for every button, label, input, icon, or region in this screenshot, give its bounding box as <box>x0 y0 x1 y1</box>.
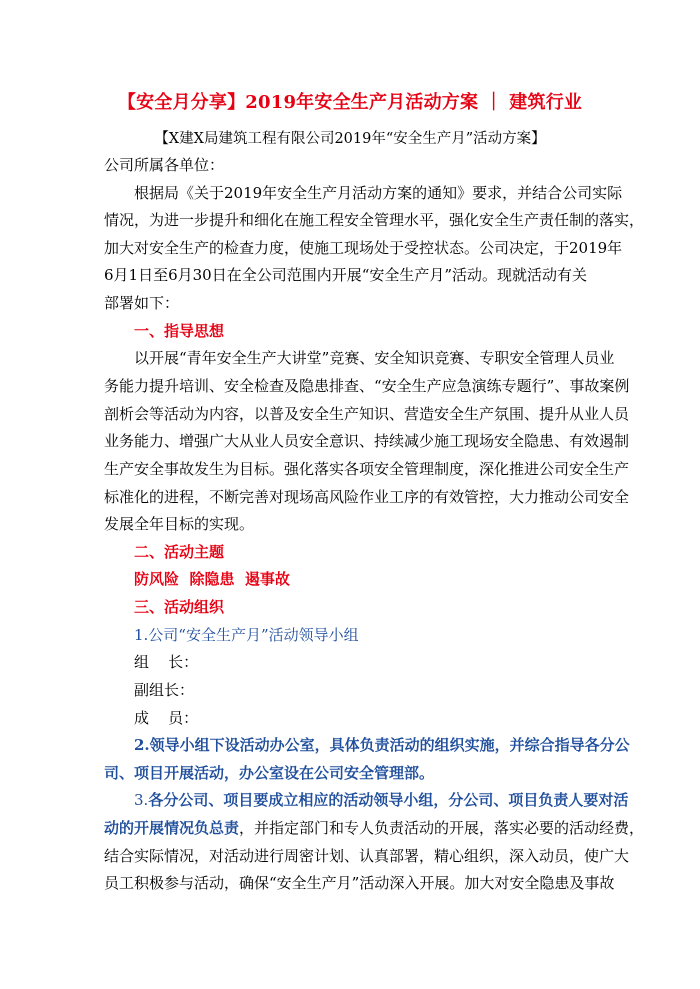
section2-theme: 防风险 除隐患 遏事故 <box>134 570 290 588</box>
item3-line-1 <box>134 790 628 810</box>
leader-label: 组 长： <box>134 653 199 671</box>
section1-heading: 一、指导思想 <box>134 322 225 340</box>
section1-line-7: 发展全年目标的实现。 <box>104 515 255 533</box>
section3-heading: 三、活动组织 <box>134 598 225 616</box>
intro-line-1: 根据局《关于2019年安全生产月活动方案的通知》要求，并结合公司实际 <box>134 184 623 202</box>
item3-number: 3. <box>134 791 149 809</box>
section1-line-1: 以开展“青年安全生产大讲堂”竞赛、安全知识竞赛、专职安全管理人员业 <box>134 349 615 367</box>
member-label: 成 员： <box>134 709 199 727</box>
intro-line-3: 加大对安全生产的检查力度，使施工现场处于受控状态。公司决定，于2019年 <box>104 239 623 257</box>
intro-line-5: 部署如下： <box>104 294 180 312</box>
section1-line-4: 业务能力、增强广大从业人员安全意识、持续减少施工现场安全隐患、有效遏制 <box>104 432 630 450</box>
section2-heading: 二、活动主题 <box>134 543 225 561</box>
item1-heading: 1.公司“安全生产月”活动领导小组 <box>134 626 359 644</box>
item3-line-2 <box>104 818 644 838</box>
item3-bold-text-1: 各分公司、项目要成立相应的活动领导小组，分公司、项目负责人要对活 <box>148 791 629 809</box>
intro-line-4: 6月1日至6月30日在全公司范围内开展“安全生产月”活动。现就活动有关 <box>104 266 588 284</box>
section1-line-3: 剖析会等活动为内容，以普及安全生产知识、营造安全生产氛围、提升从业人员 <box>104 405 630 423</box>
intro-line-2: 情况，为进一步提升和细化在施工程安全管理水平，强化安全生产责任制的落实， <box>104 211 645 229</box>
salutation: 公司所属各单位： <box>104 156 225 174</box>
item3-line-4: 员工积极参与活动，确保“安全生产月”活动深入开展。加大对安全隐患及事故 <box>104 874 615 892</box>
document-title: 【安全月分享】2019年安全生产月活动方案 ｜ 建筑行业 <box>117 92 583 113</box>
section1-line-2: 务能力提升培训、安全检查及隐患排查、“安全生产应急演练专题行”、事故案例 <box>104 377 630 395</box>
section1-line-6: 标准化的进程，不断完善对现场高风险作业工序的有效管控，大力推动公司安全 <box>104 488 630 506</box>
item3-bold-text-2: 动的开展情况负总责 <box>104 819 240 837</box>
document-subtitle: 【X建X局建筑工程有限公司2019年“安全生产月”活动方案】 <box>154 131 546 147</box>
item2-line-2: 司、项目开展活动，办公室设在公司安全管理部。 <box>104 764 435 782</box>
deputy-label: 副组长： <box>134 681 195 699</box>
section1-line-5: 生产安全事故发生为目标。强化落实各项安全管理制度，深化推进公司安全生产 <box>104 460 630 478</box>
item3-rest-text-2: ，并指定部门和专人负责活动的开展，落实必要的活动经费， <box>239 819 645 837</box>
item3-line-3: 结合实际情况，对活动进行周密计划、认真部署，精心组织，深入动员，使广大 <box>104 847 630 865</box>
item2-line-1: 2.领导小组下设活动办公室，具体负责活动的组织实施，并综合指导各分公 <box>134 736 630 754</box>
